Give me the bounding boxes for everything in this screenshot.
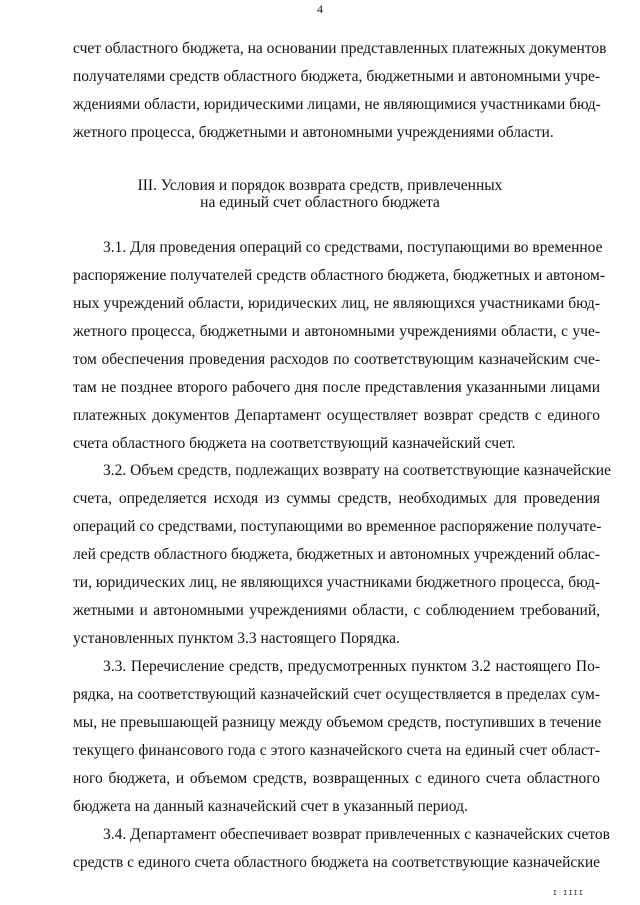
paragraph-3-2-line: ти, юридических лиц, не являющихся участниками бюджетного процесса, бюд-	[73, 574, 600, 591]
paragraph-3-1-line: там не позднее второго рабочего дня после представления указанными лицами	[73, 379, 600, 396]
paragraph-3-3-line: текущего финансового года с этого казначейского счета на единый счет област-	[73, 742, 600, 759]
paragraph-3-1-line: счета областного бюджета на соответствующий казначейский счет.	[73, 435, 516, 452]
intro-line: получателями средств областного бюджета, бюджетными и автономными учре-	[73, 68, 600, 85]
paragraph-3-3-line: рядка, на соответствующий казначейский счет осуществляется в пределах сум-	[73, 686, 600, 703]
intro-line: ждениями области, юридическими лицами, не являющимися участниками бюд-	[73, 96, 601, 113]
section-title: на единый счет областного бюджета	[200, 194, 440, 211]
paragraph-3-2-line: операций со средствами, поступающими во временное распоряжение получате-	[73, 518, 602, 535]
page-number: 4	[317, 2, 323, 16]
intro-line: счет областного бюджета, на основании представленных платежных документов	[73, 40, 607, 57]
intro-line: жетного процесса, бюджетными и автономными учреждениями области.	[73, 124, 554, 141]
paragraph-3-3-line: ного бюджета, и объемом средств, возвращенных с единого счета областного	[73, 770, 600, 787]
paragraph-3-2-line: счета, определяется исходя из суммы средств, необходимых для проведения	[73, 490, 600, 507]
paragraph-3-2-line: 3.2. Объем средств, подлежащих возврату на соответствующие казначейские	[103, 462, 611, 479]
paragraph-3-1-line: распоряжение получателей средств областного бюджета, бюджетных и автоном-	[73, 267, 606, 284]
paragraph-3-3-line: 3.3. Перечисление средств, предусмотренных пунктом 3.2 настоящего По-	[103, 658, 600, 675]
paragraph-3-3-line: мы, не превышающей разницу между объемом средств, поступивших в течение	[73, 714, 602, 731]
paragraph-3-2-line: жетными и автономными учреждениями области, с соблюдением требований,	[73, 602, 600, 619]
paragraph-3-4-line: средств с единого счета областного бюджета на соответствующие казначейские	[73, 854, 600, 871]
paragraph-3-1-line: том обеспечения проведения расходов по соответствующим казначейским сче-	[73, 351, 600, 368]
paragraph-3-1-line: жетного процесса, бюджетными и автономными учреждениями области, с уче-	[73, 323, 600, 340]
footer-barcode-mark: I IIII	[552, 889, 584, 897]
paragraph-3-1-line: платежных документов Департамент осуществляет возврат средств с единого	[73, 407, 600, 424]
paragraph-3-4-line: 3.4. Департамент обеспечивает возврат привлеченных с казначейских счетов	[103, 826, 610, 843]
paragraph-3-1-line: 3.1. Для проведения операций со средствами, поступающими во временное	[103, 239, 603, 256]
paragraph-3-1-line: ных учреждений области, юридических лиц, не являющихся участниками бюд-	[73, 295, 600, 312]
section-title: III. Условия и порядок возврата средств, привлеченных	[137, 177, 503, 194]
paragraph-3-3-line: бюджета на данный казначейский счет в указанный период.	[73, 798, 468, 815]
paragraph-3-2-line: лей средств областного бюджета, бюджетных и автономных учреждений облас-	[73, 546, 601, 563]
paragraph-3-2-line: установленных пунктом 3.3 настоящего Порядка.	[73, 630, 400, 647]
